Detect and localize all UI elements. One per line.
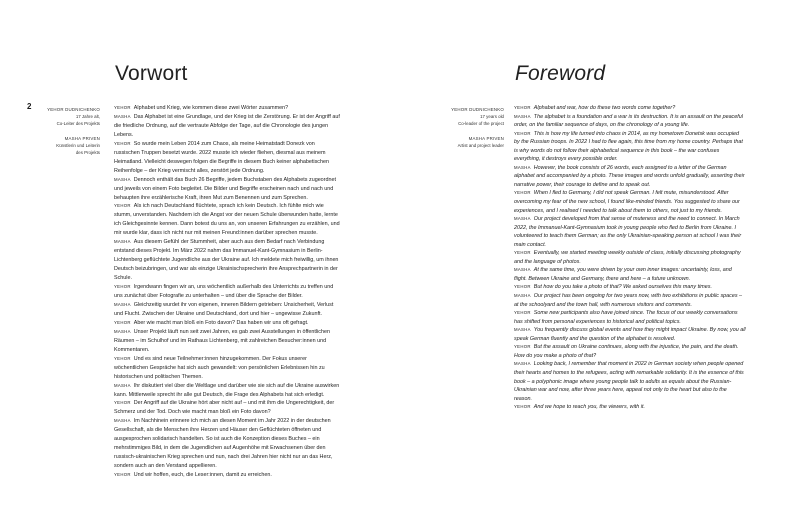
speaker-label: YEHOR xyxy=(514,190,531,196)
paragraph-text: Aus diesem Gefühl der Stummheit, aber auch aus dem Bedarf nach Verbindung entstand dieses Projekt. Im März 2022 nahm das Immanuel-Kant-Gymnasium in Berlin-Lichtenberg geflüchtete Jugendliche aus der Ukraine auf. Ich meldete mich freiwillig, um ihnen Deutsch beizubringen, und war als einzige Ukrainischsprecherin ihre Ansprechpartnerin in der Schule. xyxy=(114,239,339,282)
paragraph-text: Das Alphabet ist eine Grundlage, und der Krieg ist die Zerstörung. Er ist der Angriff auf die friedliche Ordnung, auf die vertraute Abfolge der Tage, auf die Chronologie des jungen Lebens. xyxy=(114,113,340,138)
dialogue-paragraph xyxy=(114,238,340,283)
dialogue-paragraph xyxy=(514,283,746,292)
speaker-label: MASHA xyxy=(114,176,131,182)
person-name: MASHA PRIVEN xyxy=(64,135,100,141)
speaker-label: MASHA xyxy=(514,327,531,333)
dialogue-paragraph xyxy=(114,301,340,319)
dialogue-paragraph xyxy=(514,309,746,326)
dialogue-paragraph xyxy=(514,326,746,343)
person-role: Artist and project leader xyxy=(457,142,504,148)
dialogue-paragraph xyxy=(514,215,746,249)
paragraph-text: But the assault on Ukraine continues, along with the injustice, the pain, and the death. How do you make a photo of that? xyxy=(514,344,739,359)
speaker-label: MASHA xyxy=(114,328,131,334)
speaker-label: YEHOR xyxy=(514,310,531,316)
paragraph-text: At the same time, you were driven by your own inner images: uncertainty, loss, and flight. Between Ukraine and Germany, there and here – a future unknown. xyxy=(514,267,732,282)
person-name: YEHOR DUDNICHENKO xyxy=(47,107,100,112)
paragraph-text: Our project has been ongoing for two years now, with two exhibitions in public spaces – at the schoolyard and the town hall, with numerous visitors and comments. xyxy=(514,293,743,308)
paragraph-text: Looking back, I remember that moment in 2022 in German society when people opened their hearts and homes to the refugees, acting with remarkable solidarity. It is the essence of this book – a polyphonic image where young people talk to adults as equals about the Russian-Ukrainian war and now, after three years here, appeal not only to the heart but also to the reason. xyxy=(514,361,744,402)
speaker-label: YEHOR xyxy=(114,140,131,146)
page-number: 2 xyxy=(27,102,32,111)
paragraph-text: This is how my life turned into chaos in 2014, as my hometown Donetsk was occupied by the Russian troops. In 2022 I had to flee again, this time from my home country. Perhaps that is why words do not follow their alphabetical sequence in this book – the war confuses everything, it destroys every possible order. xyxy=(514,130,743,163)
speaker-label: YEHOR xyxy=(114,105,131,110)
paragraph-text: And we hope to reach you, the viewers, with it. xyxy=(533,404,645,411)
speaker-label: MASHA xyxy=(514,267,531,273)
dialogue-paragraph xyxy=(514,113,746,130)
right-page xyxy=(400,0,800,509)
speaker-label: YEHOR xyxy=(114,400,131,406)
person-role: des Projekts xyxy=(75,150,100,156)
dialogue-text xyxy=(514,104,746,412)
dialogue-paragraph xyxy=(114,471,340,480)
paragraph-text: Alphabet und Krieg, wie kommen diese zwei Wörter zusammen? xyxy=(133,105,289,111)
speaker-label: MASHA xyxy=(114,418,131,424)
dialogue-paragraph xyxy=(514,249,746,266)
paragraph-text: You frequently discuss global events and how they might impact Ukraine. By now, you all speak German fluently and the question of the alphabet is resolved. xyxy=(514,327,746,342)
paragraph-text: Irgendwann fingen wir an, uns wöchentlich außerhalb des Unterrichts zu treffen und uns zunächst über Fotografie zu unterhalten – und über die Sprache der Bilder. xyxy=(114,284,334,300)
person-role: Künstlerin und Leiterin xyxy=(56,142,100,148)
author-credits xyxy=(438,106,504,149)
person-name: MASHA PRIVEN xyxy=(468,135,504,141)
speaker-label: YEHOR xyxy=(114,472,131,478)
speaker-label: YEHOR xyxy=(114,355,131,361)
dialogue-paragraph xyxy=(514,104,746,113)
speaker-label: YEHOR xyxy=(514,130,531,136)
paragraph-text: Als ich nach Deutschland flüchtete, sprach ich kein Deutsch. Ich fühlte mich wie stumm, unverstanden. Nachdem ich die Angst vor der neuen Schule überwunden hatte, lernte ich Gleichgesinnte kennen. Dann botest du uns an, von unseren Erfahrungen zu erzählen, und mir wurde klar, dass ich nicht nur mit meinen Freund:innen darüber sprechen musste. xyxy=(114,203,340,237)
paragraph-text: Gleichzeitig wurdet ihr von eigenen, inneren Bildern getrieben: Unsicherheit, Verlust und Flucht. Zwischen der Ukraine und Deutschland, dort und hier – ungewisse Zukunft. xyxy=(114,301,334,317)
dialogue-paragraph xyxy=(514,164,746,190)
paragraph-text: Und es sind neue Teilnehmer:innen hinzugekommen. Der Fokus unserer wöchentlichen Gespräche hat sich auch gewandelt: von persönlichen Erlebnissen hin zu historischen und politischen Themen. xyxy=(114,355,325,380)
speaker-label: YEHOR xyxy=(514,250,531,256)
paragraph-text: Ihr diskutiert viel über die Weltlage und darüber wie sie sich auf die Ukraine auswirken kann. Mittlerweile sprecht ihr alle gut Deutsch, die Frage des Alphabets hat sich erledigt. xyxy=(114,382,340,398)
dialogue-paragraph xyxy=(114,176,340,203)
page-title-german: Vorwort xyxy=(115,62,188,85)
speaker-label: YEHOR xyxy=(514,105,531,110)
dialogue-text xyxy=(114,104,340,480)
speaker-label: YEHOR xyxy=(114,319,131,325)
dialogue-paragraph xyxy=(514,360,746,403)
dialogue-paragraph xyxy=(114,283,340,301)
speaker-label: MASHA xyxy=(114,382,131,388)
author-credits xyxy=(34,106,100,156)
speaker-label: MASHA xyxy=(514,216,531,222)
dialogue-paragraph xyxy=(114,399,340,417)
dialogue-paragraph xyxy=(514,403,746,412)
speaker-label: YEHOR xyxy=(514,404,531,410)
paragraph-text: The alphabet is a foundation and a war is its destruction. It is an assault on the peaceful order, on the familiar sequence of days, on the chronology of a young life. xyxy=(514,113,743,129)
speaker-label: MASHA xyxy=(514,164,531,170)
paragraph-text: Our project developed from that sense of muteness and the need to connect. In March 2022, the Immanuel-Kant-Gymnasium took in young people who fled to Berlin from Ukraine. I volunteered to teach them German; as the only Ukrainian-speaking person at school I was their main contact. xyxy=(514,216,742,248)
paragraph-text: So wurde mein Leben 2014 zum Chaos, als meine Heimatstadt Donezk von russischen Truppen besetzt wurde. 2022 musste ich wieder fliehen, diesmal aus meinem Heimatland. Vielleicht deswegen folgen die Begriffe in diesem Buch keiner alphabetischen Reihenfolge – der Krieg vermischt alles, zerstört jede Ordnung. xyxy=(114,140,329,174)
paragraph-text: Eventually, we started meeting weekly outside of class, initially discussing photography and the language of photos. xyxy=(514,250,741,265)
dialogue-paragraph xyxy=(114,140,340,176)
dialogue-paragraph xyxy=(514,343,746,360)
person-name: YEHOR DUDNICHENKO xyxy=(451,107,504,112)
paragraph-text: Unser Projekt läuft nun seit zwei Jahren, es gab zwei Ausstellungen in öffentlichen Räumen – im Schulhof und im Rathaus Lichtenberg, mit zahlreichen Besucher:innen und Kommentaren. xyxy=(114,328,330,353)
speaker-label: MASHA xyxy=(114,301,131,307)
person-role: 17 years old xyxy=(480,114,504,120)
dialogue-paragraph xyxy=(514,189,746,215)
person-role: 17 Jahre alt, xyxy=(75,114,100,120)
paragraph-text: Dennoch enthält das Buch 26 Begriffe, jedem Buchstaben des Alphabets zugeordnet und jeweils von einem Foto begleitet. Die Bilder und Begriffe erscheinen nach und nach und behaupten ihre erzählerische Kraft, ihren Mut zum Benennen und zum Sprechen. xyxy=(114,176,336,201)
dialogue-paragraph xyxy=(114,382,340,400)
person-role: Co-Leiter des Projekts xyxy=(56,121,100,127)
speaker-label: MASHA xyxy=(514,361,531,367)
person-role: Co-leader of the project xyxy=(458,121,504,127)
dialogue-paragraph xyxy=(114,355,340,382)
dialogue-paragraph xyxy=(114,328,340,355)
paragraph-text: Some new participants also have joined since. The focus of our weekly conversations has shifted from personal experiences to historical and political topics. xyxy=(514,310,738,325)
paragraph-text: Alphabet and war, how do these two words come together? xyxy=(533,105,676,111)
speaker-label: MASHA xyxy=(114,239,131,245)
paragraph-text: Im Nachhinein erinnere ich mich an diesen Moment im Jahr 2022 in der deutschen Gesellschaft, als die Menschen ihre Herzen und Häuser den Geflüchteten öffneten und ausgesprochen solidarisch handelten. So ist auch die Konzeption dieses Buches – ein mehrstimmiges Bild, in dem die Jugendlichen auf Augenhöhe mit Erwachsenen über den russisch-ukrainischen Krieg sprechen und nun, nach drei Jahren hier nicht nur an das Herz, sondern auch an den Verstand appellieren. xyxy=(114,418,333,470)
paragraph-text: However, the book consists of 26 words, each assigned to a letter of the German alphabet and accompanied by a photo. These images and words unfold gradually, asserting their narrative power, their courage to define and to speak out. xyxy=(514,164,745,188)
speaker-label: YEHOR xyxy=(514,284,531,290)
speaker-label: MASHA xyxy=(514,113,531,119)
credit-spacer xyxy=(34,128,100,135)
paragraph-text: But how do you take a photo of that? We asked ourselves this many times. xyxy=(533,284,712,291)
dialogue-paragraph xyxy=(514,266,746,283)
speaker-label: MASHA xyxy=(114,113,131,119)
dialogue-paragraph xyxy=(114,104,340,113)
speaker-label: YEHOR xyxy=(514,344,531,350)
paragraph-text: Der Angriff auf die Ukraine hört aber nicht auf – und mit ihm die Ungerechtigkeit, der Schmerz und der Tod. Doch wie macht man bloß ein Foto davon? xyxy=(114,400,335,416)
dialogue-paragraph xyxy=(514,130,746,164)
speaker-label: MASHA xyxy=(514,293,531,299)
dialogue-paragraph xyxy=(114,417,340,471)
speaker-label: YEHOR xyxy=(114,284,131,290)
dialogue-paragraph xyxy=(114,113,340,140)
page-title-english: Foreword xyxy=(515,62,606,85)
paragraph-text: Und wir hoffen, euch, die Leser:innen, damit zu erreichen. xyxy=(133,472,272,479)
dialogue-paragraph xyxy=(514,292,746,309)
credit-spacer xyxy=(438,128,504,135)
paragraph-text: When I fled to Germany, I did not speak German. I felt mute, misunderstood. After overcoming my fear of the new school, I found like-minded friends. You suggested to share our experiences, and I realised I needed to talk about them to others, not just to my friends. xyxy=(514,190,740,214)
speaker-label: YEHOR xyxy=(114,203,131,209)
dialogue-paragraph xyxy=(114,202,340,238)
paragraph-text: Aber wie macht man bloß ein Foto davon? Das haben wir uns oft gefragt. xyxy=(133,319,309,326)
dialogue-paragraph xyxy=(114,319,340,328)
